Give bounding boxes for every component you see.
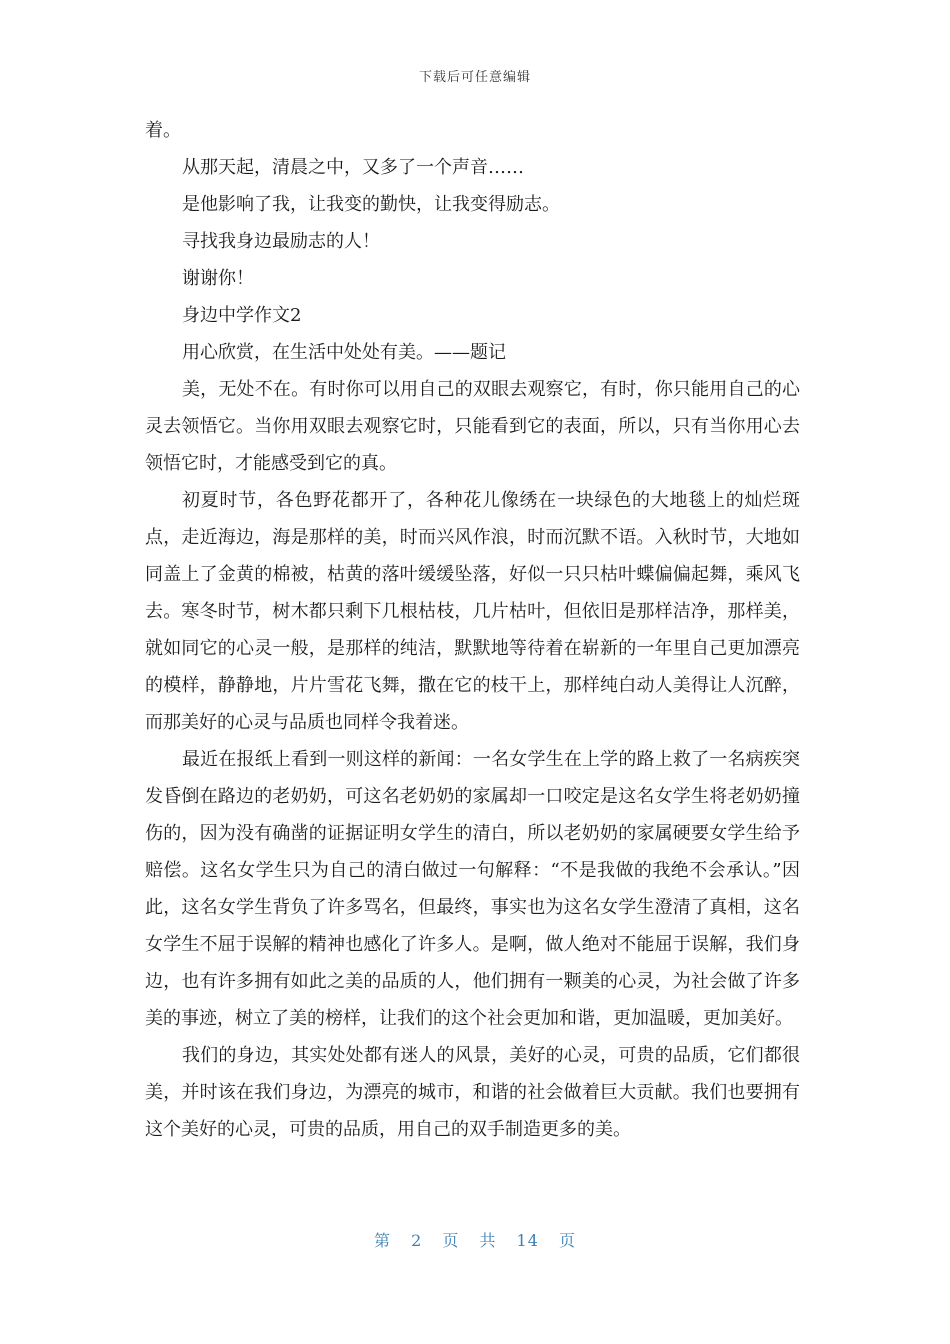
paragraph: 美，无处不在。有时你可以用自己的双眼去观察它，有时，你只能用自己的心灵去领悟它。当你用双眼去观察它时，只能看到它的表面，所以，只有当你用心去领悟它时，才能感受到它的真。 — [145, 379, 800, 474]
paragraph: 寻找我身边最励志的人！ — [182, 231, 380, 252]
paragraph: 谢谢你！ — [182, 268, 254, 289]
epigraph: 用心欣赏，在生活中处处有美。——题记 — [182, 342, 506, 363]
page-header: 下载后可任意编辑 — [418, 70, 531, 85]
section-title: 身边中学作文2 — [182, 305, 302, 326]
paragraph: 从那天起，清晨之中，又多了一个声音…… — [182, 157, 524, 178]
paragraph: 着。 — [145, 120, 181, 141]
paragraph: 最近在报纸上看到一则这样的新闻：一名女学生在上学的路上救了一名病疾突发昏倒在路边的老奶奶，可这名老奶奶的家属却一口咬定是这名女学生将老奶奶撞伤的，因为没有确凿的证据证明女学生的清白，所以老奶奶的家属硬要女学生给予赔偿。这名女学生只为自己的清白做过一句解释：“不是我做的我绝不会承认。”因此，这名女学生背负了许多骂名，但最终，事实也为这名女学生澄清了真相，这名女学生不屈于误解的精神也感化了许多人。是啊，做人绝对不能屈于误解，我们身边，也有许多拥有如此之美的品质的人，他们拥有一颗美的心灵，为社会做了许多美的事迹，树立了美的榜样，让我们的这个社会更加和谐，更加温暖，更加美好。 — [145, 749, 800, 1029]
document-body — [145, 112, 800, 1148]
paragraph: 是他影响了我，让我变的勤快，让我变得励志。 — [182, 194, 560, 215]
page-number-footer: 第 2 页 共 14 页 — [374, 1231, 576, 1250]
paragraph: 我们的身边，其实处处都有迷人的风景，美好的心灵，可贵的品质，它们都很美，并时该在我们身边，为漂亮的城市，和谐的社会做着巨大贡献。我们也要拥有这个美好的心灵，可贵的品质，用自己的双手制造更多的美。 — [145, 1045, 800, 1140]
paragraph: 初夏时节，各色野花都开了，各种花儿像绣在一块绿色的大地毯上的灿烂斑点，走近海边，海是那样的美，时而兴风作浪，时而沉默不语。入秋时节，大地如同盖上了金黄的棉被，枯黄的落叶缓缓坠落，好似一只只枯叶蝶偏偏起舞，乘风飞去。寒冬时节，树木都只剩下几根枯枝，几片枯叶，但依旧是那样洁净，那样美，就如同它的心灵一般，是那样的纯洁，默默地等待着在崭新的一年里自己更加漂亮的模样，静静地，片片雪花飞舞，撒在它的枝干上，那样纯白动人美得让人沉醉，而那美好的心灵与品质也同样令我着迷。 — [145, 490, 800, 733]
